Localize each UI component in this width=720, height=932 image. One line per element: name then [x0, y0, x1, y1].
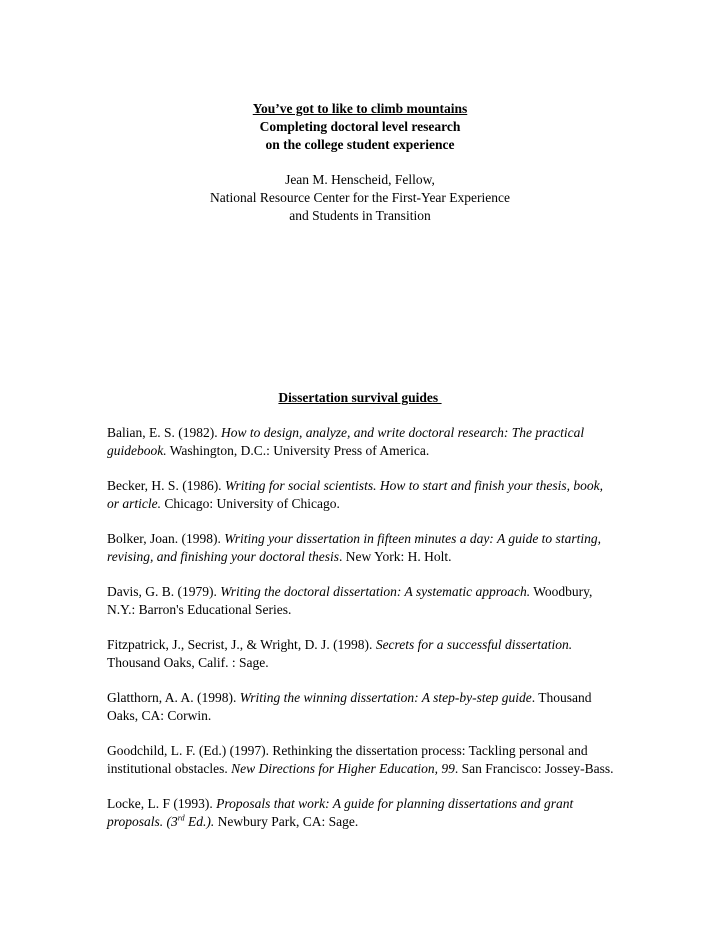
subtitle-line-1: Completing doctoral level research: [259, 119, 461, 134]
reference-item: Bolker, Joan. (1998). Writing your dissertation in fifteen minutes a day: A guide to starting, revising, and finishing your doctoral thesis. New York: H. Holt.: [107, 531, 601, 564]
reference-title: Writing for social scientists. How to start and finish your thesis, book, or article.: [107, 478, 603, 511]
author-affiliation-cont: and Students in Transition: [289, 208, 431, 223]
reference-item: Becker, H. S. (1986). Writing for social scientists. How to start and finish your thesis, book, or article. Chicago: University of Chicago.: [107, 478, 603, 511]
reference-title: New Directions for Higher Education, 99: [231, 761, 455, 776]
reference-title: Secrets for a successful dissertation.: [375, 637, 573, 652]
reference-item: Glatthorn, A. A. (1998). Writing the winning dissertation: A step-by-step guide. Thousand Oaks, CA: Corwin.: [107, 690, 592, 723]
reference-item: Davis, G. B. (1979). Writing the doctoral dissertation: A systematic approach. Woodbury, N.Y.: Barron's Educational Series.: [107, 584, 593, 617]
reference-title: How to design, analyze, and write doctoral research: The practical guidebook.: [107, 425, 585, 458]
document-header: [0, 100, 720, 225]
ordinal-superscript: rd: [177, 813, 185, 823]
author-affiliation: National Resource Center for the First-Year Experience: [209, 190, 511, 205]
subtitle-line-2: on the college student experience: [265, 137, 455, 152]
reference-item: Balian, E. S. (1982). How to design, analyze, and write doctoral research: The practical guidebook. Washington, D.C.: University Press of America.: [107, 425, 585, 458]
reference-title: Writing the doctoral dissertation: A systematic approach.: [220, 584, 531, 599]
reference-item: Goodchild, L. F. (Ed.) (1997). Rethinking the dissertation process: Tackling personal and institutional obstacles. New Directions for Higher Education, 99. San Francisco: Jossey-Bass.: [107, 743, 614, 776]
reference-title: Writing your dissertation in fifteen minutes a day: A guide to starting, revising, and finishing your doctoral thesis: [107, 531, 601, 564]
reference-title: Proposals that work: A guide for planning dissertations and grant proposals. (3rd Ed.).: [107, 796, 574, 829]
reference-title: Writing the winning dissertation: A step-by-step guide: [239, 690, 532, 705]
section-heading: Dissertation survival guides: [278, 390, 442, 405]
reference-list: [107, 424, 617, 848]
author-name: Jean M. Henscheid, Fellow,: [285, 172, 435, 187]
reference-item: Locke, L. F (1993). Proposals that work: A guide for planning dissertations and grant proposals. (3rd Ed.). Newbury Park, CA: Sage.: [107, 796, 574, 829]
main-title: You’ve got to like to climb mountains: [252, 101, 468, 116]
reference-item: Fitzpatrick, J., Secrist, J., & Wright, D. J. (1998). Secrets for a successful dissertation. Thousand Oaks, Calif. : Sage.: [107, 637, 573, 670]
